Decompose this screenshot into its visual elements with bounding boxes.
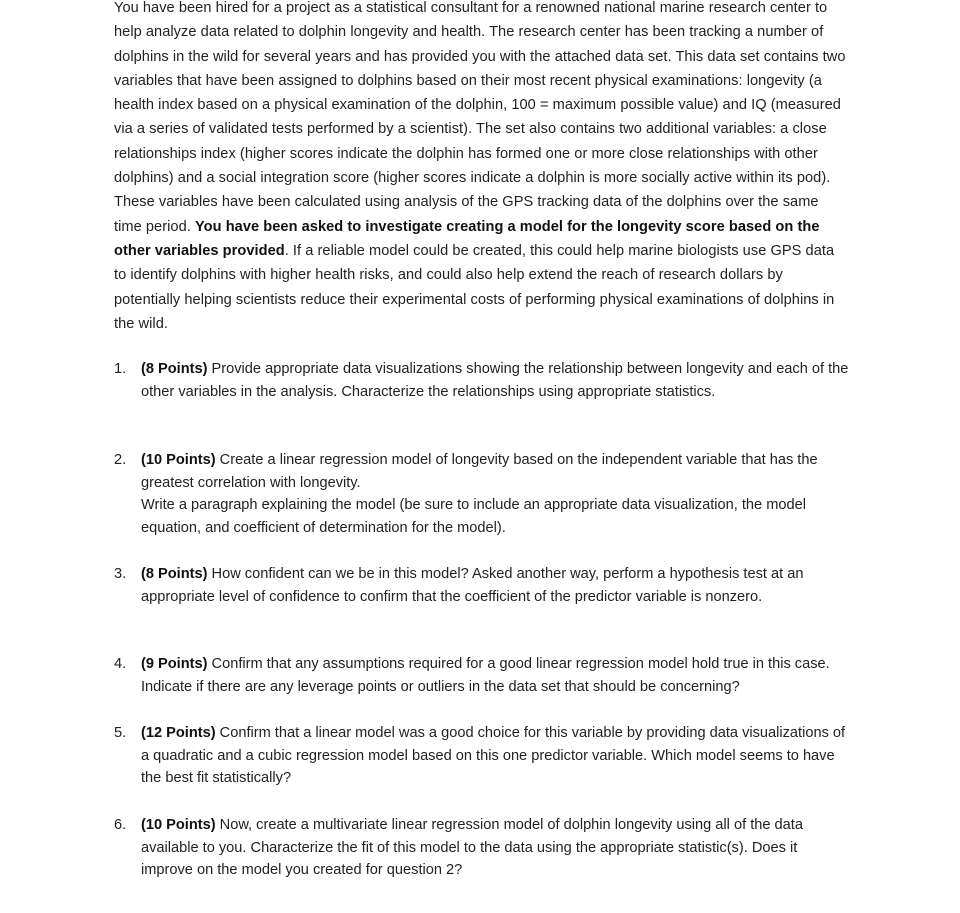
question-body [141,653,850,698]
question-item-5 [114,722,850,790]
question-text: Confirm that any assumptions required for a good linear regression model hold true in this case. Indicate if there are any leverage points or outliers in the data set that should be concerning? [141,656,830,695]
question-body [141,358,850,403]
question-item-6 [114,814,850,882]
question-item-1 [114,358,850,403]
question-points: (8 Points) [141,361,208,377]
question-text: Now, create a multivariate linear regression model of dolphin longevity using all of the data available to you. Characterize the fit of this model to the data using the appropriate statistic(s). Does it improve on the model you created for question 2? [141,817,803,879]
question-body [141,563,850,608]
intro-paragraph [114,0,850,336]
question-text: Create a linear regression model of longevity based on the independent variable that has the greatest correlation with longevity. [141,452,818,491]
question-text: Confirm that a linear model was a good choice for this variable by providing data visualizations of a quadratic and a cubic regression model based on this one predictor variable. Which model seems to have the best fit statistically? [141,725,846,787]
question-number: 5. [114,725,127,741]
intro-text-continued: . If a reliable model could be created, this could help marine biologists use GPS data to identify dolphins with higher health risks, and could also help extend the reach of research dollars by potentially helping scientists reduce their experimental costs of performing physical examinations of dolphins in the wild. [114,242,835,332]
question-item-2 [114,449,850,539]
question-points: (9 Points) [141,656,208,672]
document-page [114,0,850,879]
question-points: (8 Points) [141,566,208,582]
intro-bold-instruction: You have been asked to investigate creating a model for the longevity score based on the other variables provided [114,218,820,259]
question-item-4 [114,653,850,698]
question-points: (12 Points) [141,725,216,741]
question-number: 1. [114,361,127,377]
question-body [141,814,850,882]
question-number: 6. [114,817,127,833]
question-body [141,449,850,539]
intro-text: You have been hired for a project as a statistical consultant for a renowned national marine research center to help analyze data related to dolphin longevity and health. The research center has been tracking a number of dolphins in the wild for several years and has provided you with the attached data set. This data set contains two variables that have been assigned to dolphins based on their most recent physical examinations: longevity (a health index based on a physical examination of the dolphin, 100 = maximum possible value) and IQ (measured via a series of validated tests performed by a scientist). The set also contains two additional variables: a close relationships index (higher scores indicate the dolphin has formed one or more close relationships with other dolphins) and a social integration score (higher scores indicate a dolphin is more socially active within its pod). These variables have been calculated using analysis of the GPS tracking data of the dolphins over the same time period. [114,0,846,235]
question-number: 4. [114,656,127,672]
question-points: (10 Points) [141,817,216,833]
question-body [141,722,850,790]
question-item-3 [114,563,850,608]
question-points: (10 Points) [141,452,216,468]
question-number: 2. [114,452,127,468]
question-text: Provide appropriate data visualizations showing the relationship between longevity and each of the other variables in the analysis. Characterize the relationships using appropriate statistics. [141,361,849,400]
question-number: 3. [114,566,127,582]
question-text: How confident can we be in this model? Asked another way, perform a hypothesis test at an appropriate level of confidence to confirm that the coefficient of the predictor variable is nonzero. [141,566,804,605]
question-text-second-line: Write a paragraph explaining the model (be sure to include an appropriate data visualization, the model equation, and coefficient of determination for the model). [141,497,806,536]
